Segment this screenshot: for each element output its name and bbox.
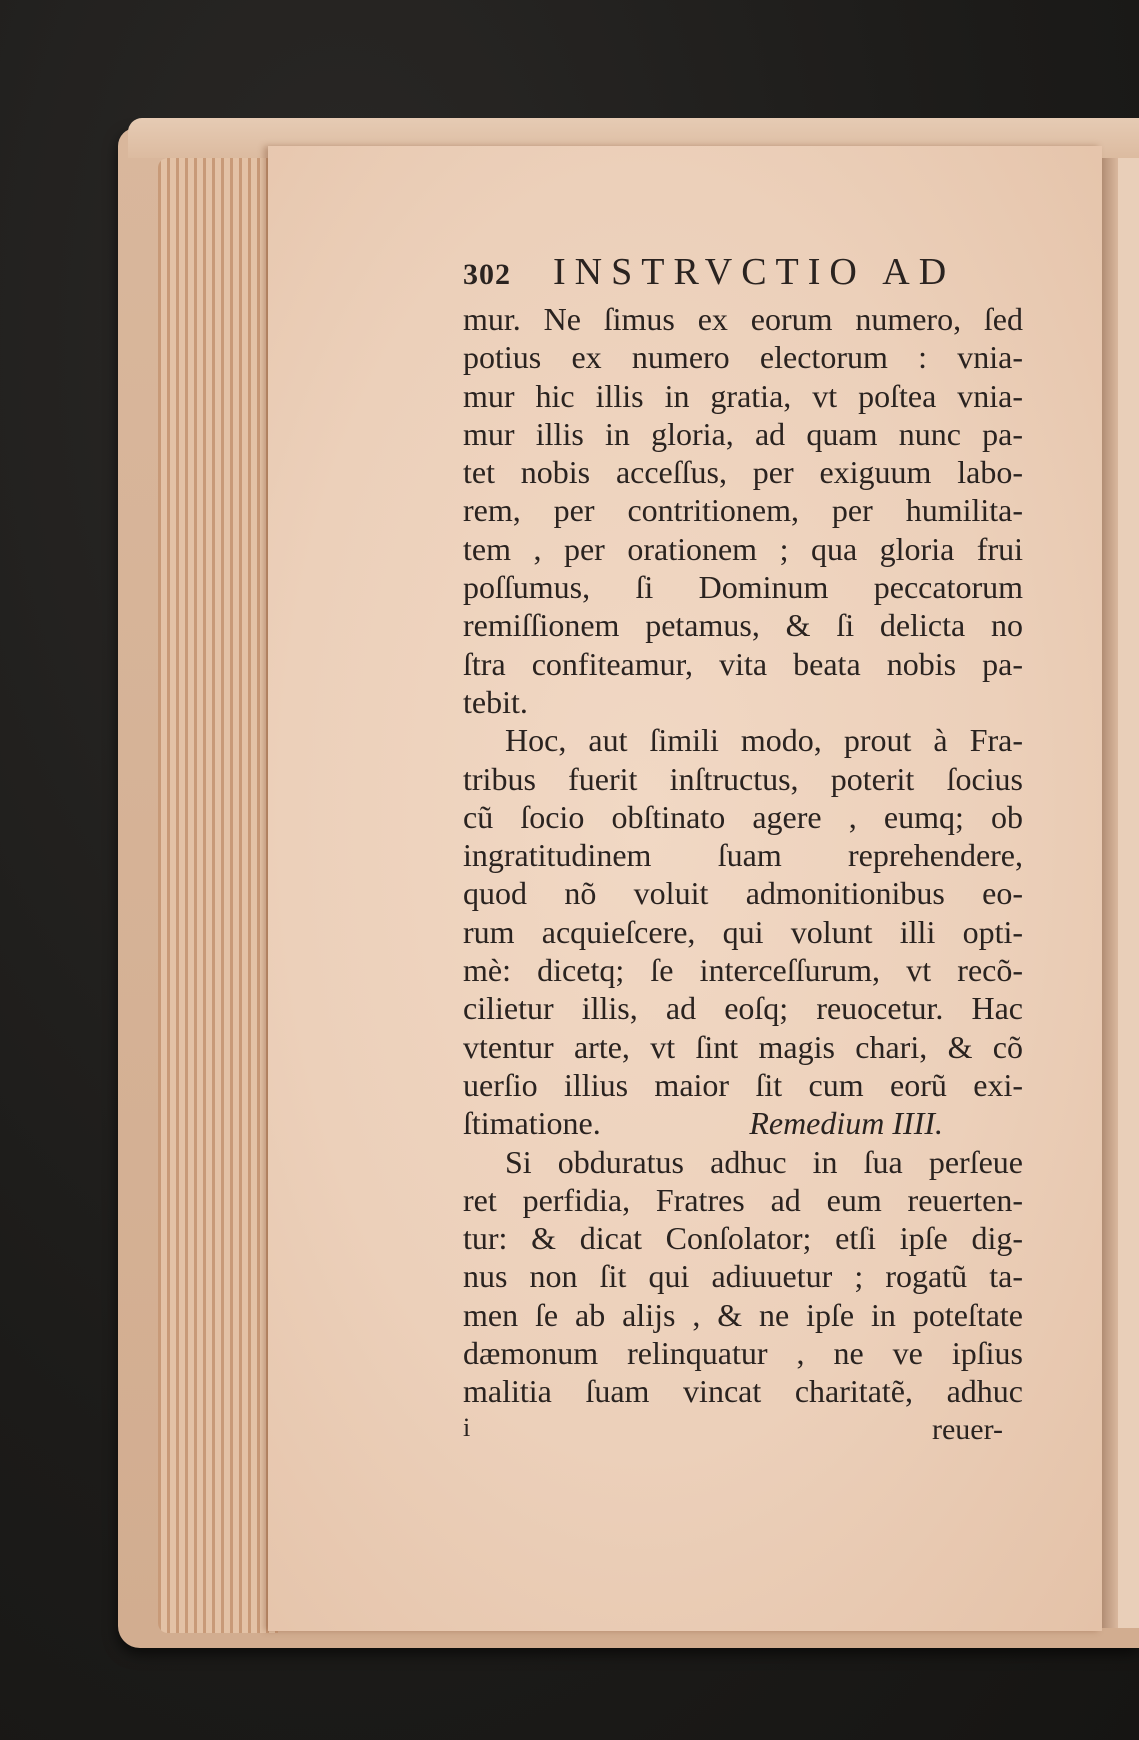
text-line: dæmonum relinquatur , ne ve ipſius [463, 1335, 1023, 1372]
text-line: mur. Ne ſimus ex eorum numero, ſed [463, 301, 1023, 337]
text-line: mur illis in gloria, ad quam nunc pa- [463, 415, 1023, 452]
text-line: vtentur arte, vt ſint magis chari, & cõ [463, 1028, 1023, 1065]
text-line: men ſe ab alijs , & ne ipſe in poteſtate [463, 1296, 1023, 1333]
text-line: tem , per orationem ; qua gloria frui [463, 530, 1023, 567]
text-line: rem, per contritionem, per humilita- [463, 492, 1023, 529]
text-line: rum acquieſcere, qui volunt illi opti- [463, 913, 1023, 950]
page-number: 302 [463, 258, 511, 291]
text-line: Si obduratus adhuc in ſua perſeue [505, 1143, 1023, 1180]
footer-row [463, 1413, 1023, 1447]
text-line: mur hic illis in gratia, vt poſtea vnia- [463, 377, 1023, 414]
facing-page-edge [1118, 158, 1139, 1628]
text-line: tebit. [463, 683, 528, 720]
text-line: cũ ſocio obſtinato agere , eumq; ob [463, 798, 1023, 835]
page-stack [158, 158, 278, 1633]
text-line: tet nobis acceſſus, per exiguum labo- [463, 454, 1023, 491]
text-line: malitia ſuam vincat charitatẽ, adhuc [463, 1373, 1023, 1410]
text-line: Hoc, aut ſimili modo, prout à Fra- [505, 722, 1023, 759]
text-line: poſſumus, ſi Dominum peccatorum [463, 569, 1023, 606]
paragraph-3 [463, 1143, 1033, 1411]
rubric-line [463, 1104, 1023, 1142]
running-head [463, 250, 1033, 300]
paragraph-2 [463, 721, 1033, 1142]
text-line: cilietur illis, ad eoſq; reuocetur. Hac [463, 990, 1023, 1027]
text-line: tur: & dicat Conſolator; etſi ipſe dig- [463, 1220, 1023, 1257]
text-line: quod nõ voluit admonitionibus eo- [463, 875, 1023, 912]
text-block [463, 250, 1033, 1447]
text-line: remiſſionem petamus, & ſi delicta no [463, 607, 1023, 644]
text-line: ingratitudinem ſuam reprehendere, [463, 837, 1023, 874]
section-heading: Remedium IIII. [749, 1105, 943, 1142]
text-line: mè: dicetq; ſe interceſſurum, vt recõ- [463, 952, 1023, 989]
text-line: ſtra confiteamur, vita beata nobis pa- [463, 645, 1023, 682]
text-line: potius ex numero electorum : vnia- [463, 339, 1023, 376]
text-line: nus non ſit qui adiuuetur ; rogatũ ta- [463, 1258, 1023, 1295]
text-fragment: ſtimatione. [463, 1105, 601, 1142]
catchword: reuer- [931, 1412, 1003, 1446]
text-line: tribus fuerit inſtructus, poterit ſocius [463, 760, 1023, 797]
running-title: INSTRVCTIO AD [553, 251, 956, 293]
paragraph-1 [463, 300, 1033, 721]
signature-mark: i [463, 1412, 471, 1442]
text-line: uerſio illius maior ſit cum eorũ exi- [463, 1066, 1023, 1103]
text-line: ret perfidia, Fratres ad eum reuerten- [463, 1181, 1023, 1218]
